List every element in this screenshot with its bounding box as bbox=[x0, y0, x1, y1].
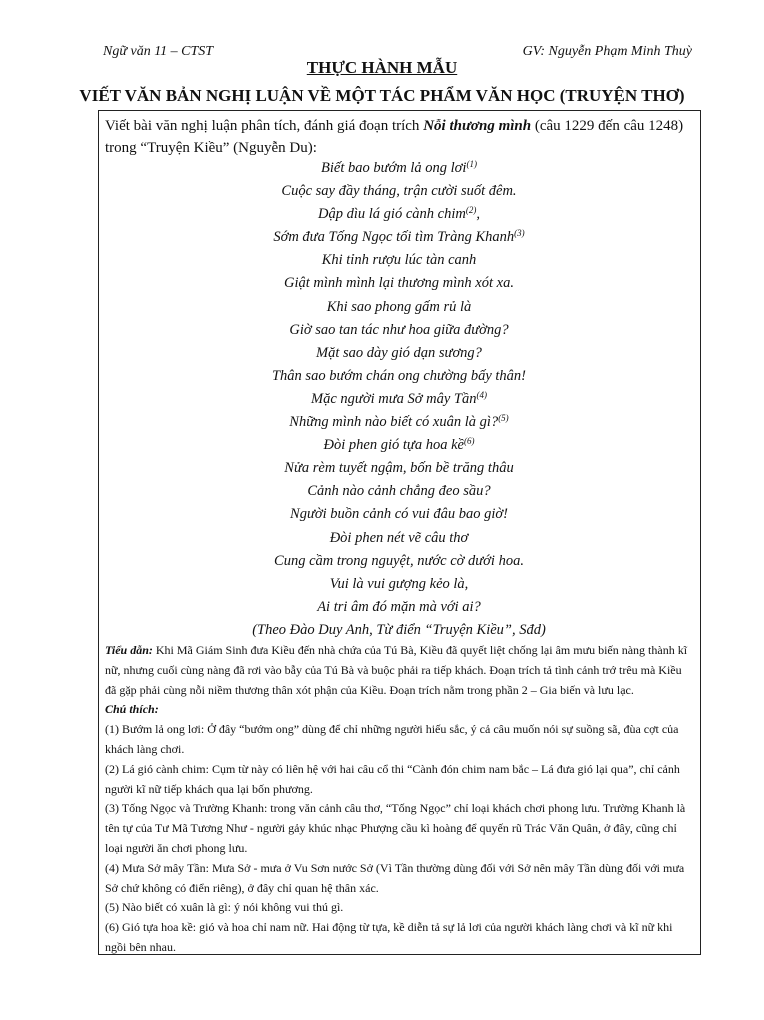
intro-paragraph bbox=[105, 641, 693, 700]
poem-excerpt bbox=[99, 157, 699, 642]
note-item: (4) Mưa Sở mây Tần: Mưa Sở - mưa ở Vu Sơn nước Sở (Vì Tần thường dùng đối với Sở nên mây Tần dùng đối với mưa Sở chứ không có điển riêng), ở đây chỉ quan hệ thân xác. bbox=[105, 860, 685, 895]
page-subtitle: VIẾT VĂN BẢN NGHỊ LUẬN VỀ MỘT TÁC PHẨM VĂN HỌC (TRUYỆN THƠ) bbox=[79, 86, 685, 105]
poem-line: Thân sao bướm chán ong chường bấy thân! bbox=[271, 367, 526, 384]
poem-line: Người buồn cảnh có vui đâu bao giờ! bbox=[290, 506, 508, 523]
intro-text: Khi Mã Giám Sinh đưa Kiều đến nhà chứa của Tú Bà, Kiều đã quyết liệt chống lại âm mưu biến nàng thành kĩ nữ, nhưng cuối cùng nàng đã rơi vào bẫy của Tú Bà và buộc phải ra tiếp khách. Đoạn trích tả tình cảnh trớ trêu mà Kiều đã gặp phải cùng nỗi niềm thương thân xót phận của Kiều. Đoạn trích nằm trong phần 2 – Gia biến và lưu lạc. bbox=[105, 643, 688, 697]
poem-line: Vui là vui gượng kẻo là, bbox=[329, 575, 469, 592]
poem-line: Cung cầm trong nguyệt, nước cờ dưới hoa. bbox=[274, 552, 524, 569]
poem-line: Khi sao phong gấm rủ là bbox=[326, 298, 472, 315]
note-item: (2) Lá gió cành chim: Cụm từ này có liên hệ với hai câu cổ thi “Cành đón chim nam bắc – Lá đưa gió lại qua”, chỉ cảnh người kĩ nữ tiếp khách qua lại bốn phương. bbox=[105, 761, 680, 796]
prompt-work-title: Nỗi thương mình bbox=[423, 118, 532, 134]
footnote-marker: (6) bbox=[463, 436, 475, 447]
poem-line: Những mình nào biết có xuân là gì?$^{(5)}$ bbox=[289, 413, 509, 431]
poem-line: Đòi phen nét vẽ câu thơ bbox=[329, 529, 469, 546]
footnote-marker: (5) bbox=[498, 413, 509, 424]
page-title: THỰC HÀNH MẪU bbox=[306, 58, 458, 77]
poem-line: Biết bao bướm lả ong lơi$^{(1)}$ bbox=[321, 159, 477, 176]
notes-label: Chú thích: bbox=[105, 702, 159, 717]
footnote-marker: (2) bbox=[465, 205, 477, 216]
footnote-marker: (4) bbox=[476, 389, 487, 400]
note-item: (1) Bướm lả ong lơi: Ở đây “bướm ong” dùng để chỉ những người hiếu sắc, ý cả câu muốn nói sự suồng sã, đùa cợt của khách làng chơi. bbox=[105, 722, 679, 756]
poem-line: Giật mình mình lại thương mình xót xa. bbox=[284, 275, 514, 292]
poem-line: Cuộc say đầy tháng, trận cười suốt đêm. bbox=[281, 183, 517, 200]
poem-line: Mặc người mưa Sở mây Tần$^{(4)}$ bbox=[311, 389, 487, 407]
exercise-prompt bbox=[105, 115, 693, 159]
poem-line: (Theo Đào Duy Anh, Từ điển “Truyện Kiều”, Sđd) bbox=[252, 621, 546, 638]
poem-line: Ai tri âm đó mặn mà với ai? bbox=[317, 598, 481, 615]
prompt-text-before: Viết bài văn nghị luận phân tích, đánh giá đoạn trích bbox=[105, 118, 424, 134]
poem-line: Giờ sao tan tác như hoa giữa đường? bbox=[289, 321, 509, 338]
prompt-text-after: (câu 1229 đến câu 1248) trong “Truyện Kiều” (Nguyễn Du): bbox=[105, 118, 684, 156]
poem-line: Nửa rèm tuyết ngậm, bốn bề trăng thâu bbox=[284, 460, 514, 477]
poem-line: Dập dìu lá gió cành chim$^{(2)}$, bbox=[318, 205, 480, 223]
poem-line: Sớm đưa Tống Ngọc tối tìm Tràng Khanh$^{(3)}$ bbox=[273, 228, 525, 246]
note-item: (6) Gió tựa hoa kề: gió và hoa chỉ nam nữ. Hai động từ tựa, kề diễn tả sự lả lơi của người khách làng chơi và kĩ nữ khi ngồi bên nhau. bbox=[105, 920, 673, 954]
intro-label: Tiểu dẫn: bbox=[105, 643, 153, 657]
header-subject: Ngữ văn 11 – CTST bbox=[103, 44, 214, 59]
poem-line: Khi tỉnh rượu lúc tàn canh bbox=[321, 252, 477, 269]
note-item: (3) Tống Ngọc và Trường Khanh: trong văn cảnh câu thơ, “Tống Ngọc” chỉ loại khách chơi phong lưu. Trường Khanh là tên tự của Tư Mã Tương Như - người gảy khúc nhạc Phượng cầu kì hoàng để quyến rũ Trác Văn Quân, ở đây, cũng chỉ loại người ăn chơi phong lưu. bbox=[105, 801, 686, 855]
exercise-box bbox=[98, 110, 701, 955]
poem-line: Mặt sao dày gió dạn sương? bbox=[316, 344, 482, 361]
poem-line: Cảnh nào cảnh chẳng đeo sầu? bbox=[307, 483, 491, 500]
footnote-marker: (1) bbox=[466, 159, 477, 169]
header-teacher: GV: Nguyễn Phạm Minh Thuỳ bbox=[522, 44, 692, 59]
notes-section bbox=[105, 641, 693, 958]
note-item: (5) Nào biết có xuân là gì: ý nói không vui thú gì. bbox=[105, 900, 344, 915]
poem-line: Đòi phen gió tựa hoa kề$^{(6)}$ bbox=[323, 436, 475, 454]
footnote-marker: (3) bbox=[514, 228, 525, 239]
